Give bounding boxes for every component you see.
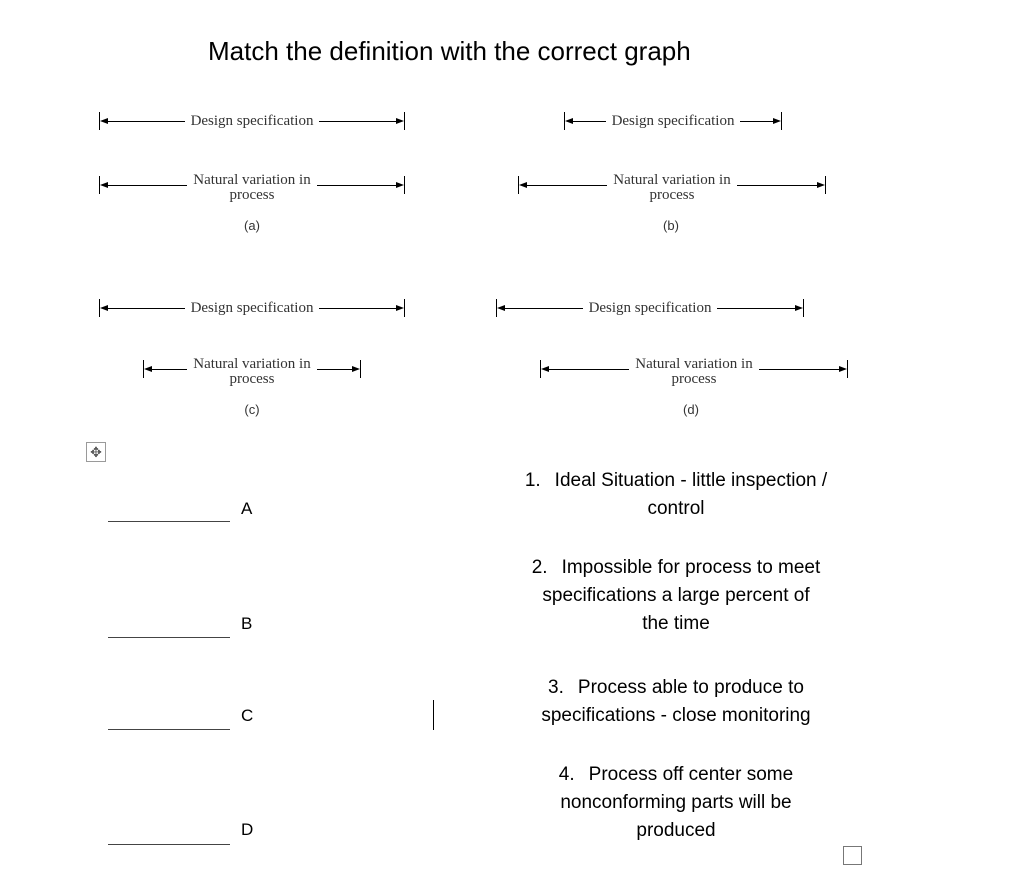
variation-bar-b bbox=[518, 170, 826, 203]
definition-4: 4. Process off center some nonconforming parts will be produced bbox=[558, 764, 794, 841]
variation-label-2: process bbox=[649, 187, 695, 203]
variation-bar-c bbox=[143, 354, 361, 387]
answer-blank-a[interactable] bbox=[108, 521, 230, 522]
variation-label: Natural variation in bbox=[635, 356, 753, 372]
variation-bar-d bbox=[540, 354, 848, 387]
checkbox-icon[interactable] bbox=[843, 846, 862, 865]
variation-label-2: process bbox=[671, 371, 717, 387]
definition-3: 3. Process able to produce to specifications - close monitoring bbox=[541, 677, 811, 726]
answer-blank-c[interactable] bbox=[108, 729, 230, 730]
caption-c: (c) bbox=[244, 402, 260, 417]
answer-letter-a: A bbox=[241, 499, 253, 518]
design-spec-bar-a bbox=[99, 106, 405, 136]
variation-label-2: process bbox=[229, 371, 275, 387]
design-spec-bar-b bbox=[564, 106, 782, 136]
text-cursor bbox=[433, 700, 434, 730]
design-spec-bar-d bbox=[496, 293, 804, 323]
design-spec-label: Design specification bbox=[190, 300, 314, 316]
answer-blank-b[interactable] bbox=[108, 637, 230, 638]
design-spec-label: Design specification bbox=[190, 113, 314, 129]
definition-2: 2. Impossible for process to meet specifications a large percent of the time bbox=[531, 557, 821, 634]
definition-1: 1. Ideal Situation - little inspection / control bbox=[524, 470, 828, 519]
move-arrows-icon[interactable]: ✥ bbox=[86, 442, 106, 462]
variation-label: Natural variation in bbox=[193, 172, 311, 188]
design-spec-bar-c bbox=[99, 293, 405, 323]
answer-letter-c: C bbox=[241, 706, 254, 725]
answer-blank-d[interactable] bbox=[108, 844, 230, 845]
caption-a: (a) bbox=[244, 218, 260, 233]
caption-d: (d) bbox=[683, 402, 699, 417]
variation-label-2: process bbox=[229, 187, 275, 203]
caption-b: (b) bbox=[663, 218, 679, 233]
variation-bar-a bbox=[99, 170, 405, 203]
variation-label: Natural variation in bbox=[613, 172, 731, 188]
variation-label: Natural variation in bbox=[193, 356, 311, 372]
design-spec-label: Design specification bbox=[588, 300, 712, 316]
answer-letter-d: D bbox=[241, 820, 254, 839]
answer-letter-b: B bbox=[241, 614, 253, 633]
page-title: Match the definition with the correct graph bbox=[208, 36, 691, 66]
design-spec-label: Design specification bbox=[611, 113, 735, 129]
